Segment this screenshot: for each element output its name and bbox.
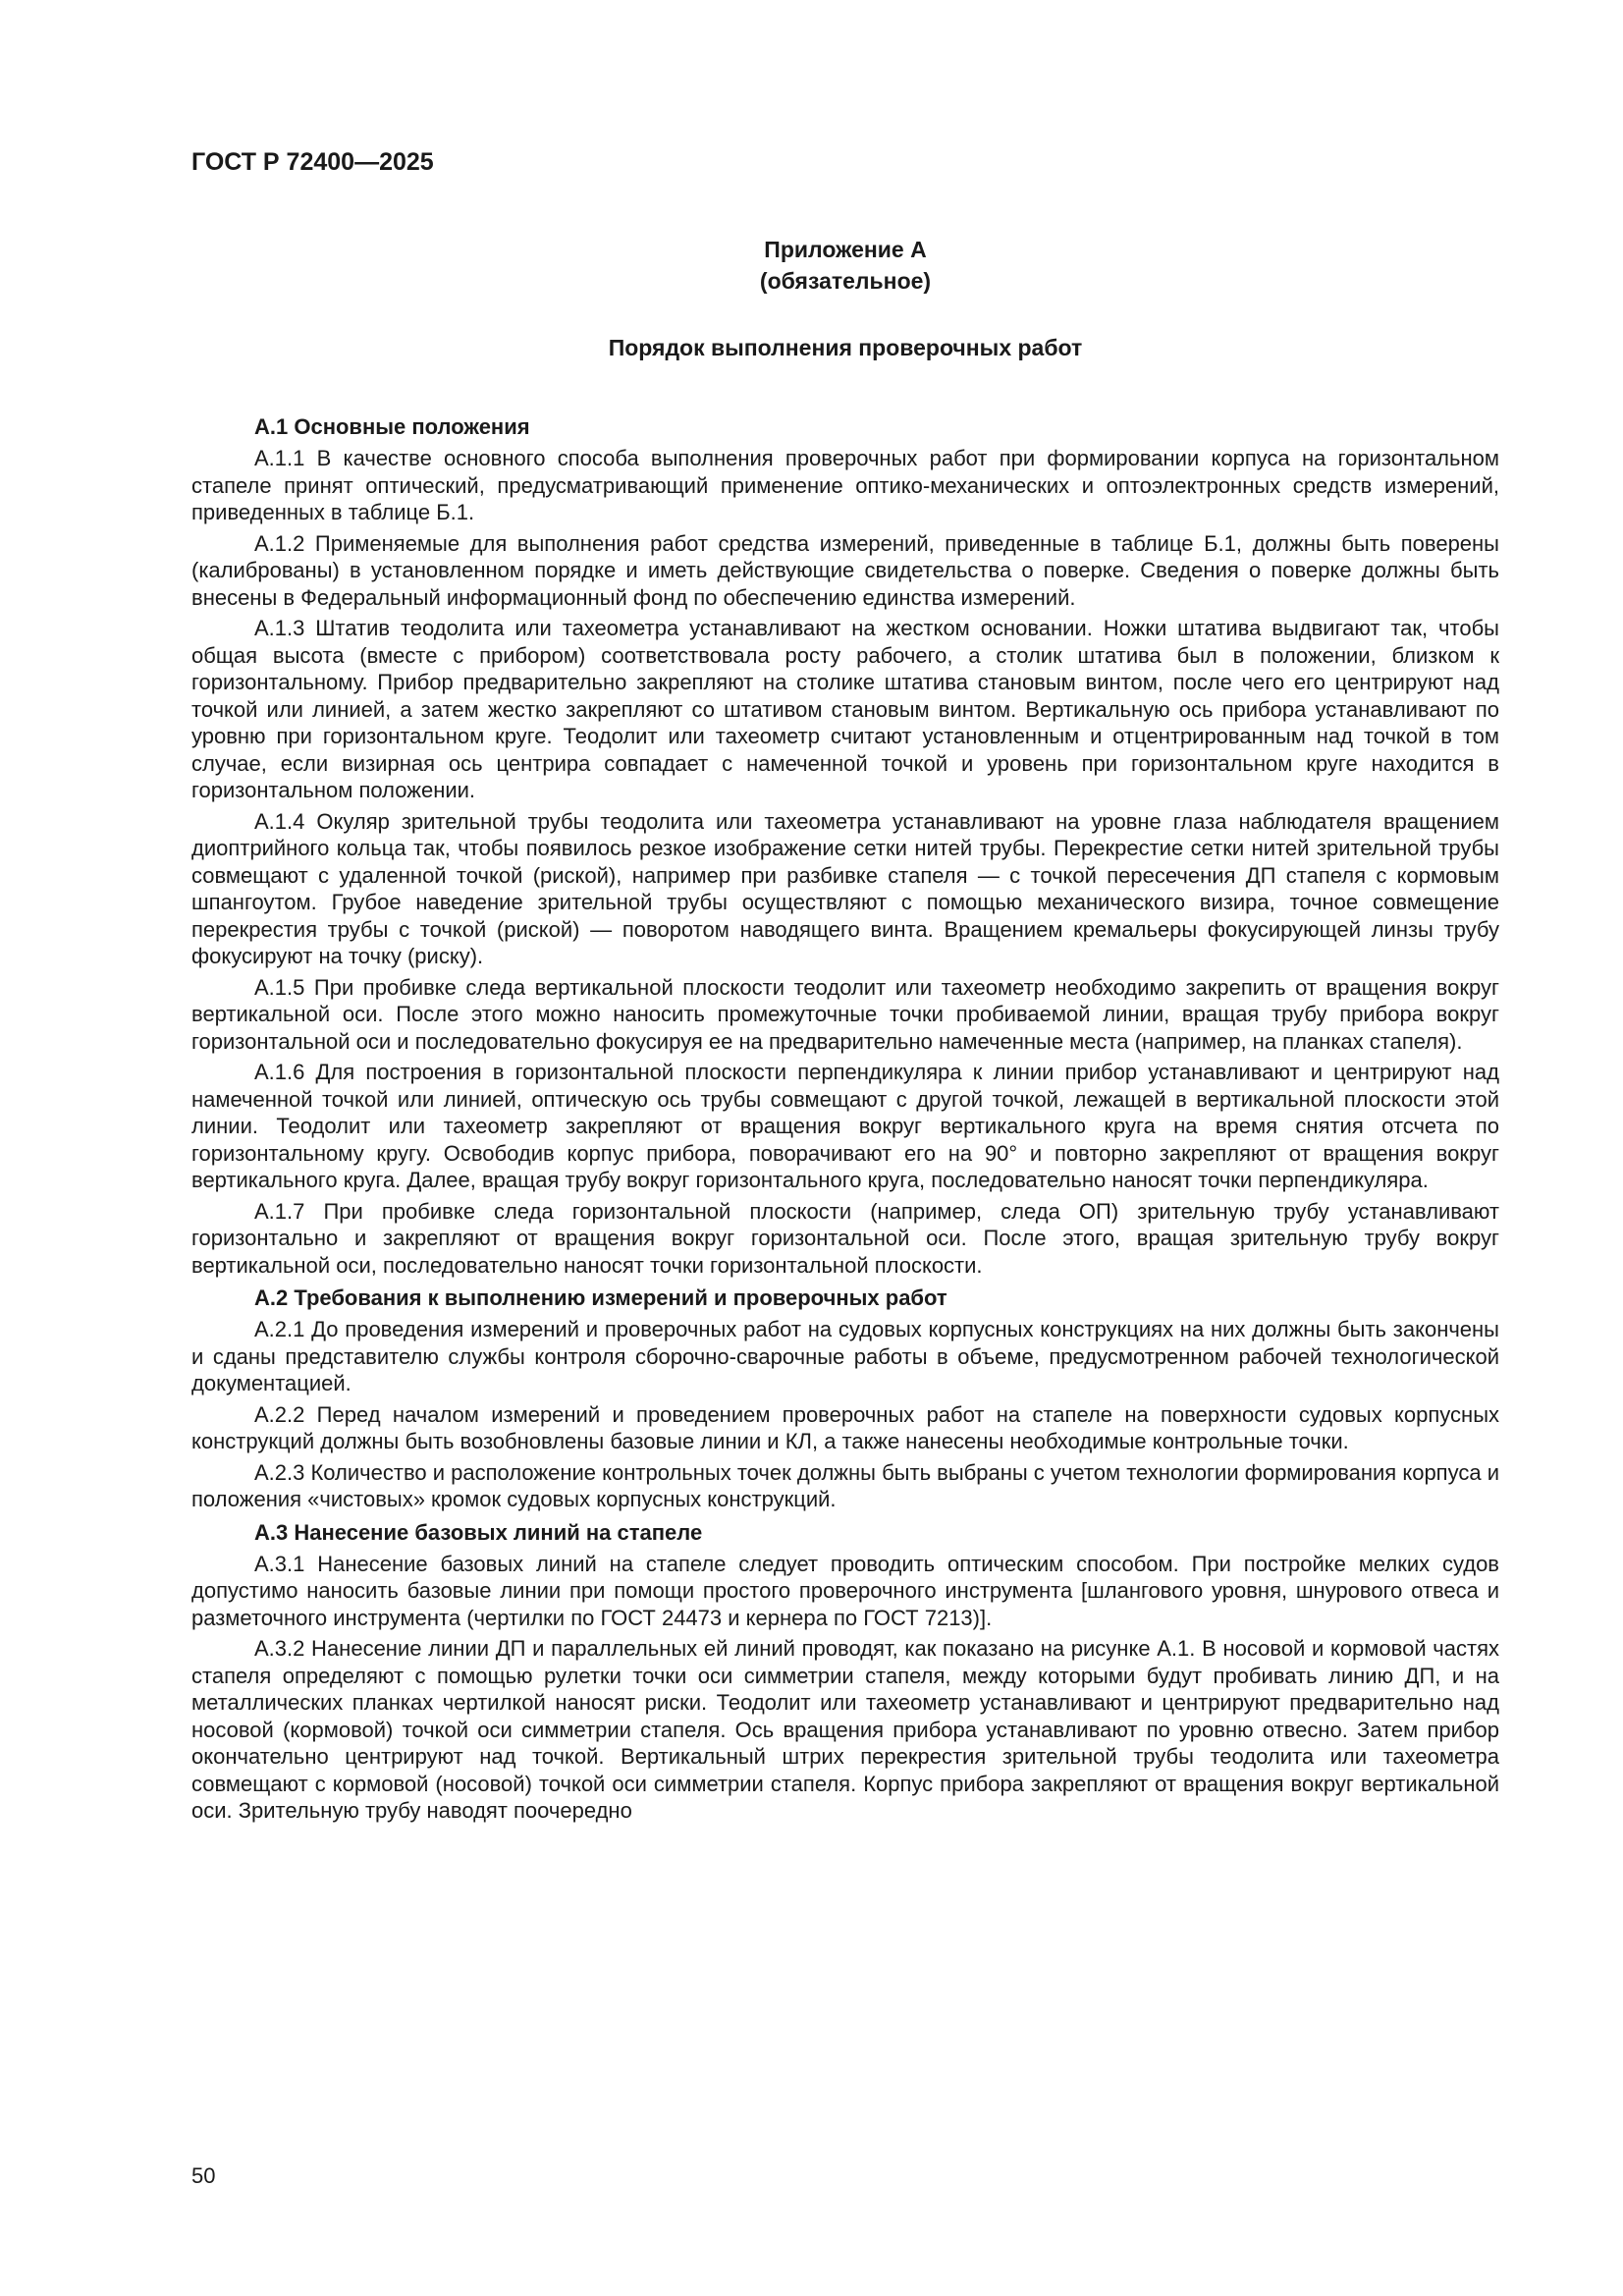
paragraph-a1-3: А.1.3 Штатив теодолита или тахеометра устанавливают на жестком основании. Ножки штатива выдвигают так, чтобы общая высота (вместе с прибором) соответствовала росту рабочего, а столик штатива был в положении, близком к горизонтальному. Прибор предварительно закрепляют на столике штатива становым винтом, после чего его центрируют над точкой или линией, а затем жестко закрепляют со штативом становым винтом. Вертикальную ось прибора устанавливают по уровню при горизонтальном круге. Теодолит или тахеометр считают установленным и отцентрированным над точкой в том случае, если визирная ось центрира совпадает с намеченной точкой и уровень при горизонтальном круге находится в горизонтальном положении. [191, 616, 1499, 802]
appendix-status: (обязательное) [759, 268, 932, 294]
paragraph-a1-1: А.1.1 В качестве основного способа выполнения проверочных работ при формировании корпуса на горизонтальном стапеле принят оптический, предусматривающий применение оптико-механических и оптоэлектронных средств измерений, приведенных в таблице Б.1. [191, 446, 1499, 524]
section-title-a2: А.2 Требования к выполнению измерений и проверочных работ [254, 1285, 947, 1310]
paragraph-a1-6: А.1.6 Для построения в горизонтальной плоскости перпендикуляра к линии прибор устанавливают и центрируют над намеченной точкой или линией, оптическую ось трубы совмещают с другой точкой, лежащей в вертикальной плоскости этой линии. Теодолит или тахеометр закрепляют от вращения вокруг вертикального круга на время снятия отсчета по горизонтальному кругу. Освободив корпус прибора, поворачивают его на 90° и повторно закрепляют от вращения вокруг вертикального круга. Далее, вращая трубу вокруг горизонтального круга, последовательно наносят точки перпендикуляра. [191, 1060, 1499, 1192]
paragraph-a1-4: А.1.4 Окуляр зрительной трубы теодолита или тахеометра устанавливают на уровне глаза наблюдателя вращением диоптрийного кольца так, чтобы появилось резкое изображение сетки нитей трубы. Перекрестие сетки нитей зрительной трубы совмещают с удаленной точкой (риской), например при разбивке стапеля — с точкой пересечения ДП стапеля с кормовым шпангоутом. Грубое наведение зрительной трубы осуществляют с помощью механического визира, точное совмещение перекрестия трубы с точкой (риской) — поворотом наводящего винта. Вращением кремальеры фокусирующей линзы трубу фокусируют на точку (риску). [191, 808, 1499, 968]
paragraph-a3-1: А.3.1 Нанесение базовых линий на стапеле следует проводить оптическим способом. При постройке мелких судов допустимо наносить базовые линии при помощи простого проверочного инструмента [шлангового уровня, шнурового отвеса и разметочного инструмента (чертилки по ГОСТ 24473 и кернера по ГОСТ 7213)]. [191, 1551, 1499, 1630]
page-content [191, 147, 1499, 1825]
paragraph-a1-2: А.1.2 Применяемые для выполнения работ средства измерений, приведенные в таблице Б.1, должны быть поверены (калиброваны) в установленном порядке и иметь действующие свидетельства о поверке. Сведения о поверке должны быть внесены в Федеральный информационный фонд по обеспечению единства измерений. [191, 530, 1499, 610]
paragraph-a2-1: А.2.1 До проведения измерений и проверочных работ на судовых корпусных конструкциях на них должны быть закончены и сданы представителю службы контроля сборочно-сварочные работы в объеме, предусмотренном рабочей технологической документацией. [191, 1317, 1499, 1395]
paragraph-a3-2: А.3.2 Нанесение линии ДП и параллельных ей линий проводят, как показано на рисунке А.1. В носовой и кормовой частях стапеля определяют с помощью рулетки точки оси симметрии стапеля, между которыми будут пробивать линию ДП, и на металлических планках чертилкой наносят риски. Теодолит или тахеометр устанавливают и центрируют предварительно над носовой (кормовой) точкой оси симметрии стапеля. Ось вращения прибора устанавливают по уровню отвесно. Затем прибор окончательно центрируют над точкой. Вертикальный штрих перекрестия зрительной трубы теодолита или тахеометра совмещают с кормовой (носовой) точкой оси симметрии стапеля. Корпус прибора закрепляют от вращения вокруг вертикальной оси. Зрительную трубу наводят поочередно [191, 1636, 1499, 1823]
paragraph-a1-5: А.1.5 При пробивке следа вертикальной плоскости теодолит или тахеометр необходимо закрепить от вращения вокруг вертикальной оси. После этого можно наносить промежуточные точки пробиваемой линии, вращая трубу прибора вокруг горизонтальной оси и последовательно фокусируя ее на предварительно намеченные места (например, на планках стапеля). [191, 974, 1499, 1054]
paragraph-a1-7: А.1.7 При пробивке следа горизонтальной плоскости (например, следа ОП) зрительную трубу устанавливают горизонтально и закрепляют от вращения вокруг горизонтальной оси. После этого, вращая зрительную трубу вокруг вертикальной оси, последовательно наносят точки горизонтальной плоскости. [191, 1198, 1499, 1278]
appendix-title: Порядок выполнения проверочных работ [608, 335, 1083, 360]
page-number: 50 [191, 2163, 216, 2188]
appendix-header [191, 234, 1499, 297]
section-title-a3: А.3 Нанесение базовых линий на стапеле [254, 1519, 703, 1545]
document-id: ГОСТ Р 72400—2025 [191, 148, 434, 176]
paragraph-a2-3: А.2.3 Количество и расположение контрольных точек должны быть выбраны с учетом технологии формирования корпуса и положения «чистовых» кромок судовых корпусных конструкций. [191, 1459, 1499, 1511]
appendix-label: Приложение А [764, 237, 927, 262]
paragraph-a2-2: А.2.2 Перед началом измерений и проведением проверочных работ на стапеле на поверхности судовых корпусных конструкций должны быть возобновлены базовые линии и КЛ, а также нанесены необходимые контрольные точки. [191, 1401, 1499, 1453]
section-title-a1: А.1 Основные положения [254, 414, 530, 439]
